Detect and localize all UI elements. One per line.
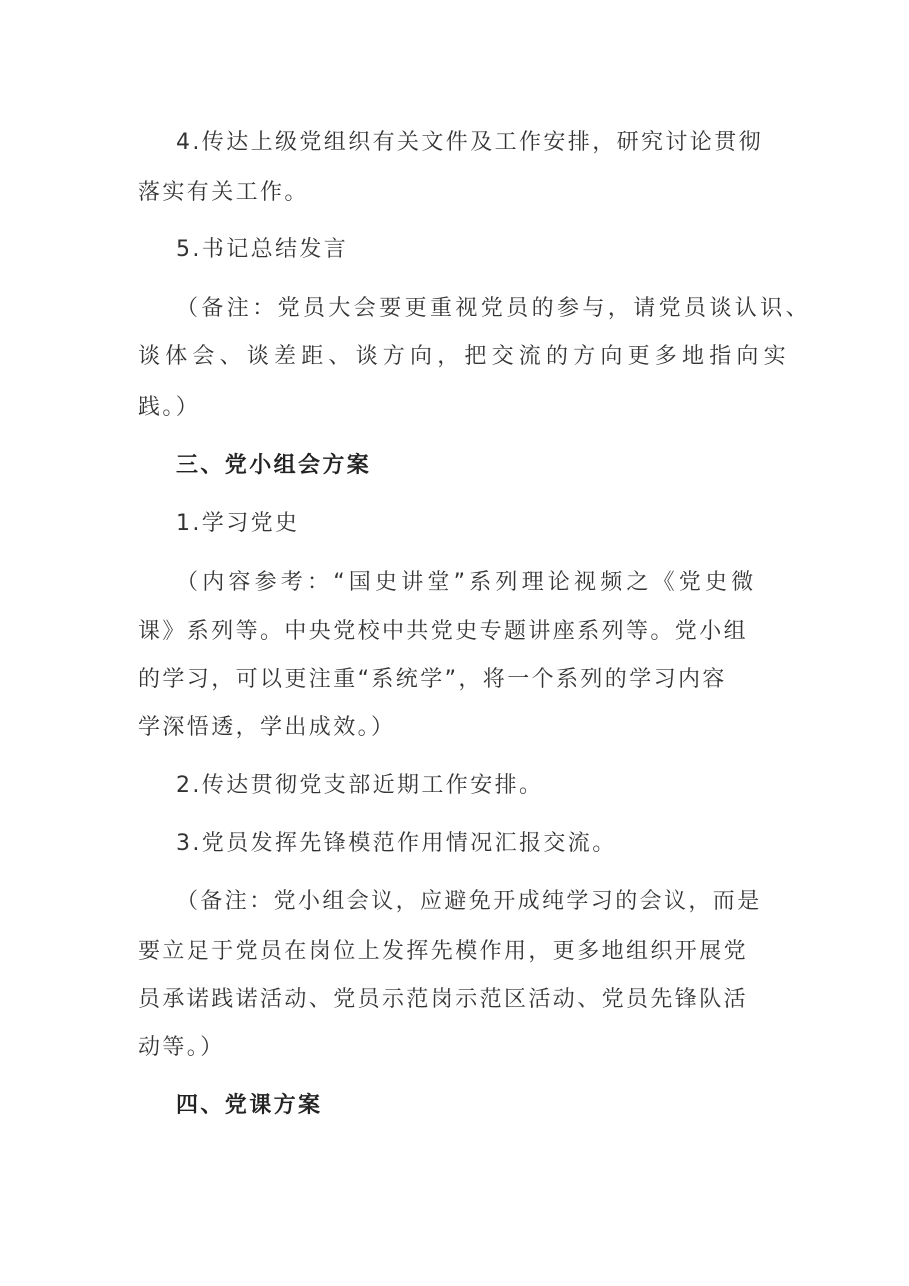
section-heading-3: 三、党小组会方案 bbox=[176, 453, 372, 478]
paragraph-note-2-line-1: （内容参考：“国史讲堂”系列理论视频之《党史微 bbox=[176, 570, 758, 595]
paragraph-note-1-line-1: （备注：党员大会要更重视党员的参与，请党员谈认识、 bbox=[176, 296, 812, 321]
paragraph-item-4-line-2: 落实有关工作。 bbox=[138, 180, 309, 205]
paragraph-note-3-line-1: （备注：党小组会议，应避免开成纯学习的会议，而是 bbox=[176, 889, 762, 914]
paragraph-note-2-line-4: 学深悟透，学出成效。） bbox=[138, 715, 396, 740]
paragraph-group-item-1-line-1: 1.学习党史 bbox=[176, 511, 300, 536]
paragraph-note-1-line-3: 践。） bbox=[138, 395, 201, 420]
paragraph-group-item-2-line-1: 2.传达贯彻党支部近期工作安排。 bbox=[176, 773, 544, 798]
section-heading-4: 四、党课方案 bbox=[176, 1093, 323, 1118]
paragraph-group-item-3-line-1: 3.党员发挥先锋模范作用情况汇报交流。 bbox=[176, 831, 617, 856]
paragraph-item-5-line-1: 5.书记总结发言 bbox=[176, 237, 349, 262]
paragraph-note-3-line-2: 要立足于党员在岗位上发挥先模作用，更多地组织开展党 bbox=[138, 939, 749, 964]
paragraph-note-2-line-2: 课》系列等。中央党校中共党史专题讲座系列等。党小组 bbox=[138, 619, 749, 644]
paragraph-note-1-line-2: 谈体会、谈差距、谈方向，把交流的方向更多地指向实 bbox=[138, 344, 791, 369]
paragraph-note-3-line-4: 动等。） bbox=[138, 1035, 225, 1060]
paragraph-note-2-line-3: 的学习，可以更注重“系统学”，将一个系列的学习内容 bbox=[138, 667, 727, 692]
paragraph-item-4-line-1: 4.传达上级党组织有关文件及工作安排，研究讨论贯彻 bbox=[176, 130, 763, 155]
paragraph-note-3-line-3: 员承诺践诺活动、党员示范岗示范区活动、党员先锋队活 bbox=[138, 987, 749, 1012]
